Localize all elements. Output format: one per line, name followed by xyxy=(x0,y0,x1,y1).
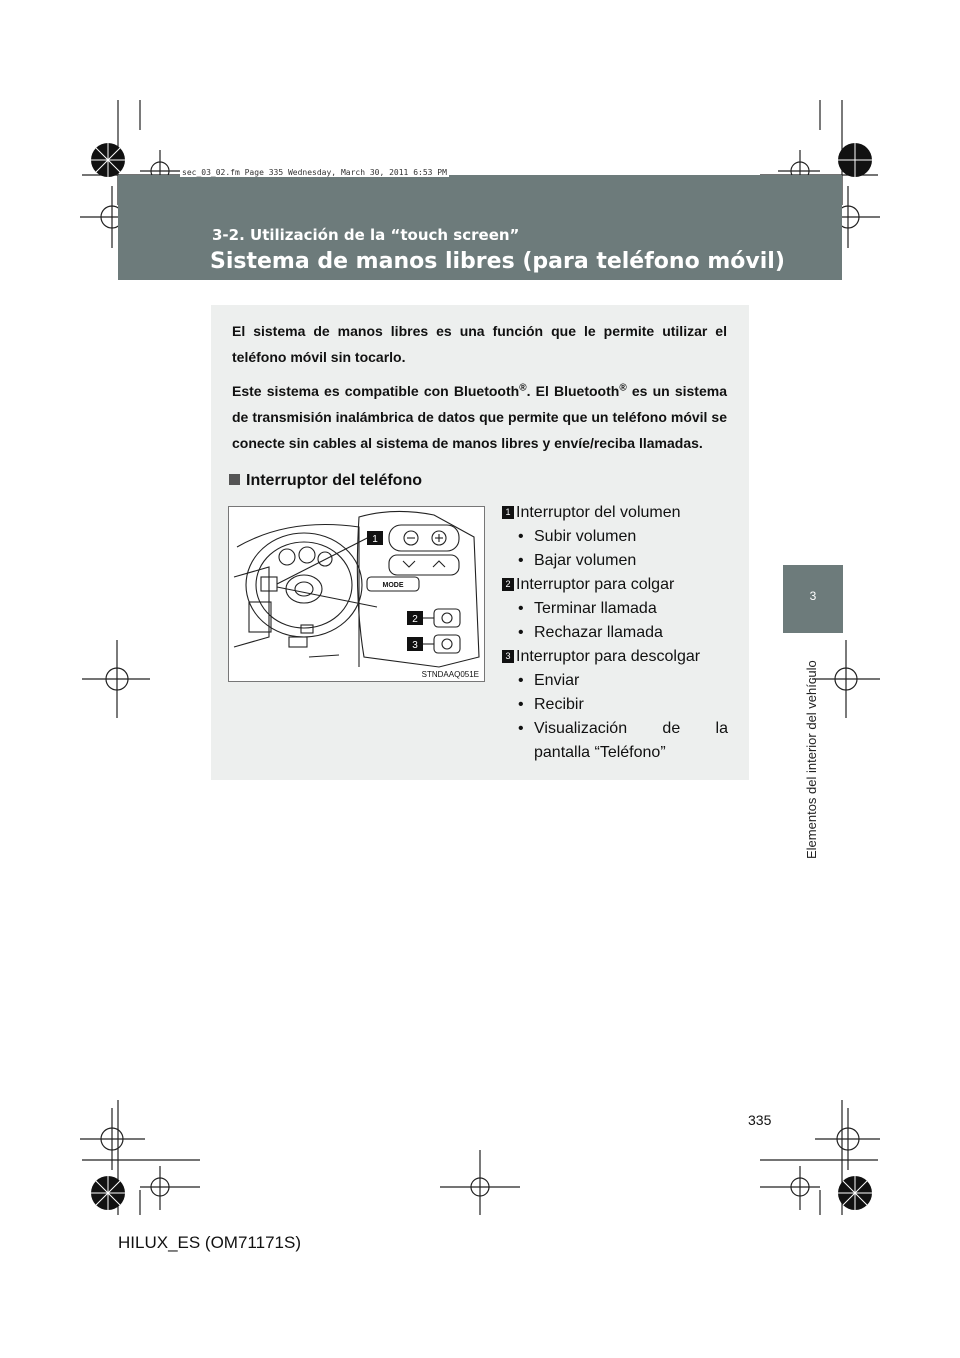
file-stamp: sec_03_02.fm Page 335 Wednesday, March 30, 2011 6:53 PM xyxy=(182,168,447,177)
page-title: Sistema de manos libres (para teléfono móvil) xyxy=(210,249,785,274)
subitem-label: Subir volumen xyxy=(534,528,637,545)
list-subitem xyxy=(502,717,728,741)
subitem-word: la xyxy=(715,720,728,737)
document-footer: HILUX_ES (OM71171S) xyxy=(118,1233,301,1252)
subitem-label: Enviar xyxy=(534,672,580,689)
number-badge: 1 xyxy=(502,506,514,519)
intro-text-a: Este sistema es compatible con Bluetooth xyxy=(232,383,520,399)
subitem-label: Recibir xyxy=(534,696,584,713)
list-subitem xyxy=(502,621,728,645)
bullet: • xyxy=(518,672,524,689)
list-item xyxy=(502,645,728,669)
square-bullet-icon xyxy=(229,474,240,485)
intro-text-c: es un sistema de transmisión inalámbrica de datos que permite que un teléfono móvil se conecte sin cables al sistema de manos libres y envíe/reciba llamadas. xyxy=(232,383,727,451)
chapter-tab: 3 xyxy=(783,565,843,633)
registered-mark: ® xyxy=(619,382,627,394)
bullet: • xyxy=(518,600,524,617)
steering-wheel-illustration xyxy=(229,507,484,681)
steering-switch-figure xyxy=(228,506,485,682)
list-item-label: Interruptor para colgar xyxy=(516,576,675,593)
section-subtitle: 3-2. Utilización de la “touch screen” xyxy=(212,226,520,244)
subsection-heading xyxy=(229,472,422,490)
mode-label: MODE xyxy=(382,582,404,589)
switch-list xyxy=(502,501,728,765)
subitem-label: pantalla “Teléfono” xyxy=(534,744,666,761)
list-subitem-continuation xyxy=(502,741,728,765)
intro-paragraph-2 xyxy=(232,378,727,456)
subitem-word: Visualización xyxy=(534,720,628,737)
bullet: • xyxy=(518,696,524,713)
callout-2-label: 2 xyxy=(412,614,418,625)
subitem-word: de xyxy=(662,720,681,737)
subitem-label: Bajar volumen xyxy=(534,552,637,569)
subitem-label: Terminar llamada xyxy=(534,600,657,617)
list-subitem xyxy=(502,525,728,549)
bullet: • xyxy=(518,552,524,569)
list-item xyxy=(502,501,728,525)
chapter-label: Elementos del interior del vehículo xyxy=(804,660,819,860)
figure-code: STNDAAQ051E xyxy=(421,670,479,679)
list-subitem xyxy=(502,597,728,621)
callout-1-label: 1 xyxy=(372,534,378,545)
list-subitem xyxy=(502,669,728,693)
number-badge: 3 xyxy=(502,650,514,663)
number-badge: 2 xyxy=(502,578,514,591)
list-item-label: Interruptor del volumen xyxy=(516,504,681,521)
list-item-label: Interruptor para descolgar xyxy=(516,648,701,665)
intro-text xyxy=(232,318,727,464)
intro-paragraph-1: El sistema de manos libres es una función que le permite utilizar el teléfono móvil sin tocarlo. xyxy=(232,323,727,365)
list-item xyxy=(502,573,728,597)
subsection-title: Interruptor del teléfono xyxy=(246,472,422,489)
list-subitem xyxy=(502,549,728,573)
callout-3-label: 3 xyxy=(412,640,418,651)
registered-mark: ® xyxy=(519,382,527,394)
intro-text-b: . El Bluetooth xyxy=(526,383,620,399)
subitem-label: Rechazar llamada xyxy=(534,624,663,641)
bullet: • xyxy=(518,720,524,737)
bullet: • xyxy=(518,624,524,641)
bullet: • xyxy=(518,528,524,545)
page-number: 335 xyxy=(748,1112,772,1128)
list-subitem xyxy=(502,693,728,717)
subitem-justified xyxy=(534,717,728,741)
